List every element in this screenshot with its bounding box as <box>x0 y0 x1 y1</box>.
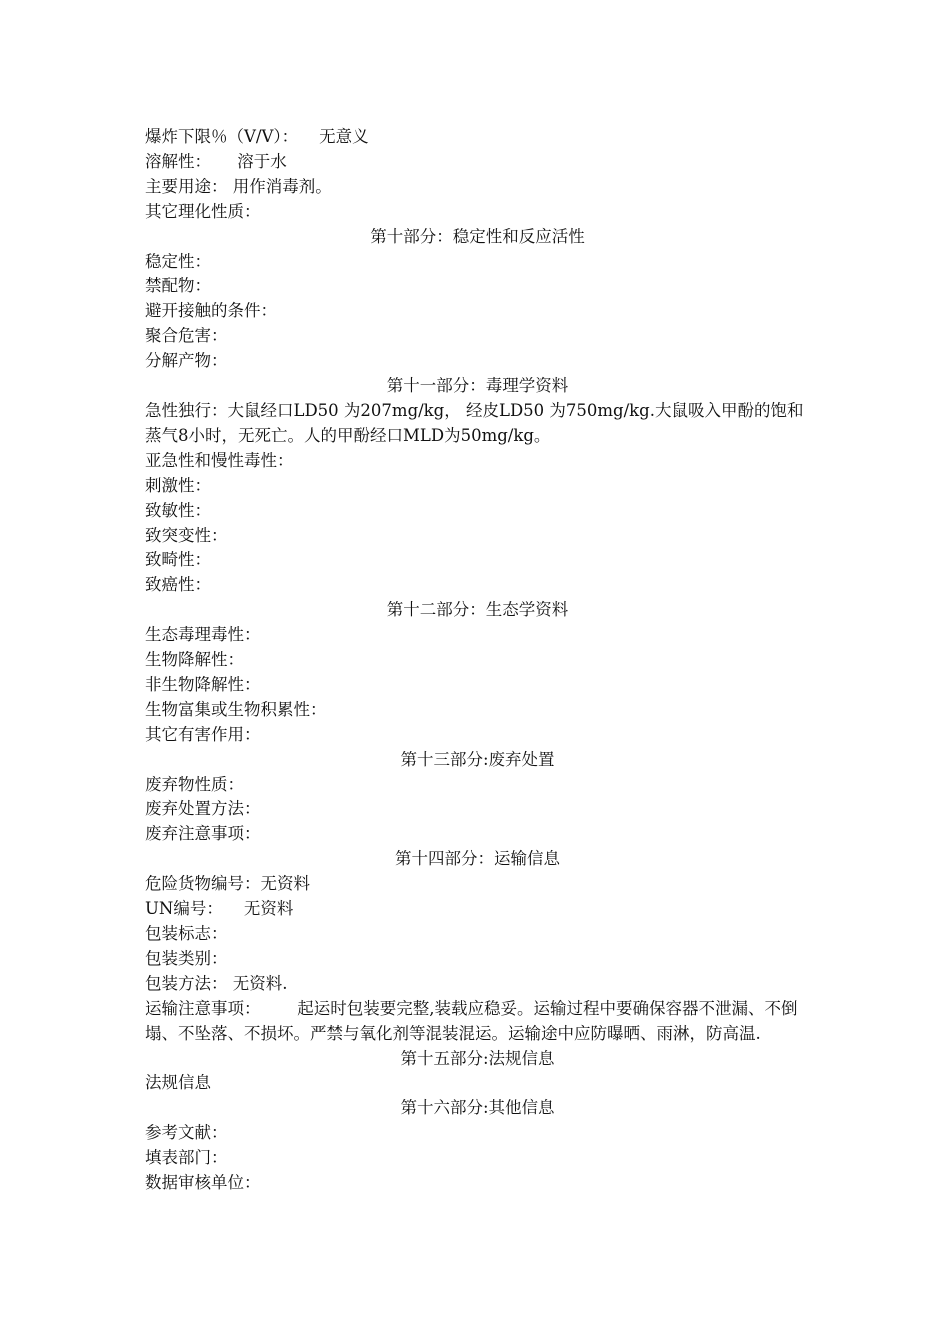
field-packaging-mark: 包装标志： <box>145 924 228 943</box>
field-references: 参考文献： <box>145 1123 228 1143</box>
field-waste-nature: 废弃物性质： <box>145 774 244 794</box>
field-abiotic-degradability: 非生物降解性： <box>145 674 261 694</box>
field-decomposition: 分解产物： <box>145 351 228 371</box>
field-polymerization: 聚合危害： <box>145 326 228 346</box>
field-sensitization: 致敏性： <box>145 500 211 520</box>
field-main-use: 主要用途： 用作消毒剂。 <box>145 176 332 196</box>
field-explosion-lower-limit: 爆炸下限％（V/V）： 无意义 <box>145 127 369 146</box>
section-heading-14: 第十四部分：运输信息 <box>395 849 560 869</box>
field-ecotoxicity: 生态毒理毒性： <box>145 625 261 645</box>
field-stability: 稳定性： <box>145 251 211 271</box>
section-heading-11: 第十一部分：毒理学资料 <box>386 376 569 396</box>
section-heading-15: 第十五部分:法规信息 <box>400 1048 555 1068</box>
field-biodegradability: 生物降解性： <box>145 650 244 670</box>
field-bioaccumulation: 生物富集或生物积累性： <box>145 699 327 719</box>
field-packaging-category: 包装类别： <box>145 948 228 968</box>
field-chronic-toxicity: 亚急性和慢性毒性： <box>145 450 294 470</box>
field-waste-disposal-method: 废弃处置方法： <box>145 799 261 819</box>
document-body <box>145 125 810 1196</box>
field-regulatory-info: 法规信息 <box>145 1073 211 1093</box>
field-solubility: 溶解性： 溶于水 <box>145 151 287 171</box>
field-other-properties: 其它理化性质： <box>145 201 261 221</box>
field-teratogenicity: 致畸性： <box>145 550 211 570</box>
field-packaging-method: 包装方法： 无资料. <box>145 973 288 993</box>
section-heading-16: 第十六部分:其他信息 <box>400 1098 555 1118</box>
field-filling-department: 填表部门： <box>145 1148 228 1168</box>
field-other-harmful-effects: 其它有害作用： <box>145 724 261 744</box>
section-heading-12: 第十二部分：生态学资料 <box>386 600 569 620</box>
section-heading-13: 第十三部分:废弃处置 <box>400 749 555 769</box>
field-un-number: UN编号： 无资料 <box>145 899 294 919</box>
field-data-review-unit: 数据审核单位： <box>145 1173 261 1193</box>
field-dangerous-goods-number: 危险货物编号：无资料 <box>145 874 310 894</box>
paragraph-transport-precautions: 运输注意事项： 起运时包装要完整,装载应稳妥。运输过程中要确保容器不泄漏、不倒塌、不坠落、不损坏。严禁与氧化剂等混装混运。运输途中应防曝晒、雨淋，防高温. <box>145 998 798 1043</box>
field-irritation: 刺激性： <box>145 475 211 495</box>
field-incompatible: 禁配物： <box>145 276 211 296</box>
section-heading-10: 第十部分：稳定性和反应活性 <box>370 226 585 246</box>
paragraph-acute-toxicity: 急性独行：大鼠经口LD50 为207mg/kg， 经皮LD50 为750mg/kg.大鼠吸入甲酚的饱和蒸气8小时，无死亡。人的甲酚经口MLD为50mg/kg。 <box>145 400 804 445</box>
field-mutagenicity: 致突变性： <box>145 525 228 545</box>
field-waste-precautions: 废弃注意事项： <box>145 824 261 844</box>
field-carcinogenicity: 致癌性： <box>145 575 211 595</box>
field-conditions-avoid: 避开接触的条件： <box>145 301 277 321</box>
